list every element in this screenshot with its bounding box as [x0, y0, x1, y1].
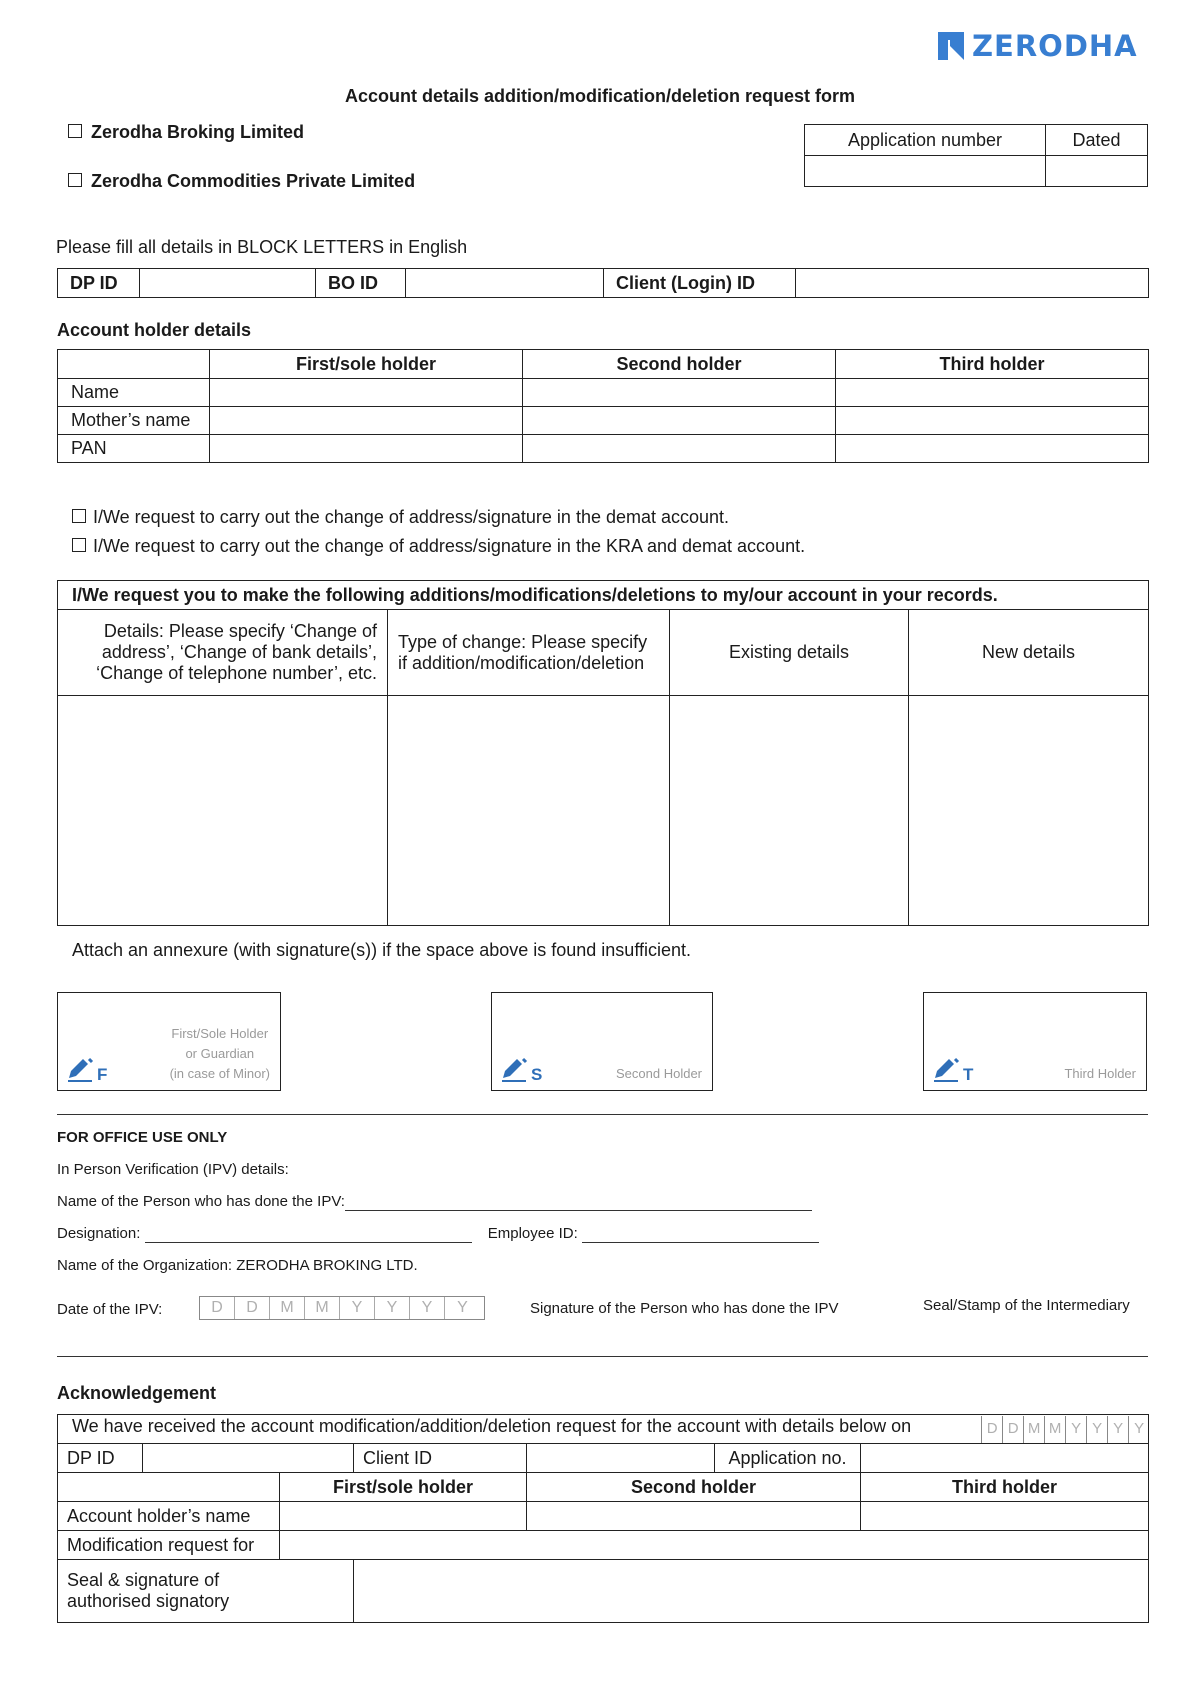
- date-digit: Y: [457, 1299, 468, 1316]
- form-title: Account details addition/modification/deletion request form: [344, 86, 856, 106]
- checkbox[interactable]: [72, 509, 86, 523]
- new-column-header: New details: [909, 610, 1149, 696]
- ack-client-id-label: Client ID: [354, 1444, 527, 1473]
- ack-client-id-field[interactable]: [527, 1444, 715, 1473]
- entity-label: Zerodha Broking Limited: [91, 122, 305, 142]
- new-field[interactable]: [909, 696, 1149, 926]
- first-holder-pan-field[interactable]: [210, 435, 523, 463]
- corner-cell: [58, 350, 210, 379]
- account-holder-heading: Account holder details: [57, 320, 252, 340]
- dated-field[interactable]: [1046, 156, 1148, 187]
- ipv-signature-label: Signature of the Person who has done the IPV: [530, 1300, 839, 1317]
- modification-table: [57, 580, 1149, 926]
- entity-option-broking[interactable]: [68, 122, 304, 143]
- date-digit: Y: [1065, 1416, 1086, 1443]
- dated-label: Dated: [1046, 125, 1148, 156]
- ipv-details-label: In Person Verification (IPV) details:: [57, 1161, 289, 1178]
- application-box: [804, 124, 1148, 187]
- date-digit: D: [200, 1297, 235, 1319]
- date-digit: Y: [1128, 1416, 1149, 1443]
- date-digit: D: [981, 1416, 1002, 1443]
- account-holder-table: [57, 349, 1149, 463]
- dp-id-field[interactable]: [140, 269, 316, 298]
- ack-application-no-field[interactable]: [861, 1444, 1149, 1473]
- change-request-label: I/We request to carry out the change of address/signature in the demat account.: [93, 507, 730, 527]
- checkbox[interactable]: [68, 173, 82, 187]
- caption-line: Second Holder: [616, 1066, 702, 1081]
- ack-holder-name-label: Account holder’s name: [58, 1502, 280, 1531]
- seal-stamp-label: Seal/Stamp of the Intermediary: [923, 1297, 1130, 1314]
- caption-line: Third Holder: [1064, 1066, 1136, 1081]
- entity-label: Zerodha Commodities Private Limited: [91, 171, 416, 191]
- column-header: Second holder: [523, 350, 836, 379]
- annexure-note: Attach an annexure (with signature(s)) if the space above is found insufficient.: [72, 940, 692, 960]
- ids-row: [57, 268, 1149, 298]
- application-number-label: Application number: [805, 125, 1046, 156]
- caption-line: or Guardian: [185, 1046, 255, 1061]
- corner-cell: [58, 1473, 280, 1502]
- change-request-kra[interactable]: [72, 536, 805, 557]
- ack-seal-signature-label: Seal & signature of authorised signatory: [58, 1560, 354, 1623]
- existing-column-header: Existing details: [670, 610, 909, 696]
- date-digit: D: [1002, 1416, 1023, 1443]
- employee-id-label: Employee ID:: [487, 1225, 578, 1242]
- type-column-header: Type of change: Please specify if addition/modification/deletion: [388, 610, 670, 696]
- ack-dp-id-field[interactable]: [143, 1444, 354, 1473]
- acknowledgement-heading: Acknowledgement: [57, 1383, 217, 1403]
- divider: [57, 1114, 1148, 1115]
- ack-application-no-label: Application no.: [715, 1444, 861, 1473]
- caption-line: (in case of Minor): [169, 1066, 270, 1081]
- ipv-person-label: Name of the Person who has done the IPV:: [57, 1193, 345, 1210]
- second-holder-name-field[interactable]: [523, 379, 836, 407]
- application-number-field[interactable]: [805, 156, 1046, 187]
- signature-caption: [1064, 1064, 1136, 1084]
- first-holder-mother-field[interactable]: [210, 407, 523, 435]
- entity-option-commodities[interactable]: [68, 171, 415, 192]
- employee-id-field[interactable]: [582, 1225, 819, 1243]
- fill-instruction: Please fill all details in BLOCK LETTERS in English: [56, 237, 468, 257]
- date-digit: M: [1023, 1416, 1044, 1443]
- divider: [57, 1356, 1148, 1357]
- date-digit: D: [235, 1297, 270, 1319]
- ack-modification-label: Modification request for: [58, 1531, 280, 1560]
- pen-icon: [66, 1057, 107, 1083]
- first-holder-name-field[interactable]: [210, 379, 523, 407]
- row-label-name: Name: [58, 379, 210, 407]
- office-use-heading: FOR OFFICE USE ONLY: [57, 1129, 228, 1146]
- ack-dp-id-label: DP ID: [58, 1444, 143, 1473]
- pen-icon: [932, 1057, 973, 1083]
- ack-modification-field[interactable]: [280, 1531, 1149, 1560]
- date-digit: Y: [375, 1297, 410, 1319]
- checkbox[interactable]: [72, 538, 86, 552]
- zerodha-logo-icon: [938, 32, 964, 60]
- change-request-demat[interactable]: [72, 507, 729, 528]
- client-id-label: Client (Login) ID: [604, 269, 796, 298]
- ipv-date-label: Date of the IPV:: [57, 1301, 163, 1318]
- signature-box-third-holder[interactable]: [923, 992, 1147, 1091]
- column-header: Third holder: [836, 350, 1149, 379]
- ack-seal-signature-field[interactable]: [354, 1560, 1149, 1623]
- caption-line: First/Sole Holder: [171, 1026, 269, 1041]
- existing-field[interactable]: [670, 696, 909, 926]
- column-header: Third holder: [861, 1473, 1149, 1502]
- signature-box-second-holder[interactable]: [491, 992, 713, 1091]
- acknowledgement-table: [57, 1414, 1149, 1623]
- acknowledgement-statement-cell: [58, 1415, 1149, 1444]
- ack-third-holder-name-field[interactable]: [861, 1502, 1149, 1531]
- signature-letter: T: [963, 1065, 974, 1084]
- designation-row: [57, 1225, 819, 1243]
- date-digit: M: [305, 1297, 340, 1319]
- third-holder-pan-field[interactable]: [836, 435, 1149, 463]
- details-column-header: Details: Please specify ‘Change of address’, ‘Change of bank details’, ‘Change of telephone number’, etc.: [58, 610, 388, 696]
- signature-caption: [170, 1024, 270, 1084]
- modification-heading: I/We request you to make the following additions/modifications/deletions to my/our account in your records.: [58, 581, 1149, 610]
- change-request-label: I/We request to carry out the change of address/signature in the KRA and demat account.: [93, 536, 806, 556]
- pen-icon: [500, 1057, 542, 1083]
- signature-box-first-holder[interactable]: [57, 992, 281, 1091]
- column-header: Second holder: [527, 1473, 861, 1502]
- brand-name: ZERODHA: [972, 29, 1138, 63]
- zerodha-logo: [938, 28, 1138, 64]
- type-field[interactable]: [388, 696, 670, 926]
- signature-letter: F: [97, 1065, 108, 1084]
- details-field[interactable]: [58, 696, 388, 926]
- date-digit: M: [1044, 1416, 1065, 1443]
- designation-field[interactable]: [145, 1225, 472, 1243]
- second-holder-mother-field[interactable]: [523, 407, 836, 435]
- date-digit: Y: [1107, 1416, 1128, 1443]
- ack-second-holder-name-field[interactable]: [527, 1502, 861, 1531]
- checkbox[interactable]: [68, 124, 82, 138]
- date-digit: Y: [340, 1297, 375, 1319]
- designation-label: Designation:: [57, 1225, 141, 1242]
- date-digit: Y: [1086, 1416, 1107, 1443]
- dp-id-label: DP ID: [58, 269, 140, 298]
- date-digit: M: [270, 1297, 305, 1319]
- third-holder-mother-field[interactable]: [836, 407, 1149, 435]
- bo-id-label: BO ID: [316, 269, 406, 298]
- date-digit: Y: [410, 1297, 445, 1319]
- ipv-person-field[interactable]: [345, 1193, 812, 1211]
- organization-label: Name of the Organization: ZERODHA BROKING LTD.: [57, 1257, 418, 1274]
- row-label-mothers-name: Mother’s name: [58, 407, 210, 435]
- acknowledgement-statement: We have received the account modification/addition/deletion request for the account with details below on: [72, 1415, 912, 1436]
- ipv-person-row: [57, 1193, 812, 1211]
- signature-caption: [616, 1064, 702, 1084]
- column-header: First/sole holder: [280, 1473, 527, 1502]
- column-header: First/sole holder: [210, 350, 523, 379]
- third-holder-name-field[interactable]: [836, 379, 1149, 407]
- ipv-date-field[interactable]: [199, 1296, 485, 1320]
- second-holder-pan-field[interactable]: [523, 435, 836, 463]
- row-label-pan: PAN: [58, 435, 210, 463]
- signature-letter: S: [531, 1065, 543, 1084]
- ack-first-holder-name-field[interactable]: [280, 1502, 527, 1531]
- client-id-field[interactable]: [796, 269, 1149, 298]
- bo-id-field[interactable]: [406, 269, 604, 298]
- acknowledgement-date-field[interactable]: [981, 1416, 1149, 1443]
